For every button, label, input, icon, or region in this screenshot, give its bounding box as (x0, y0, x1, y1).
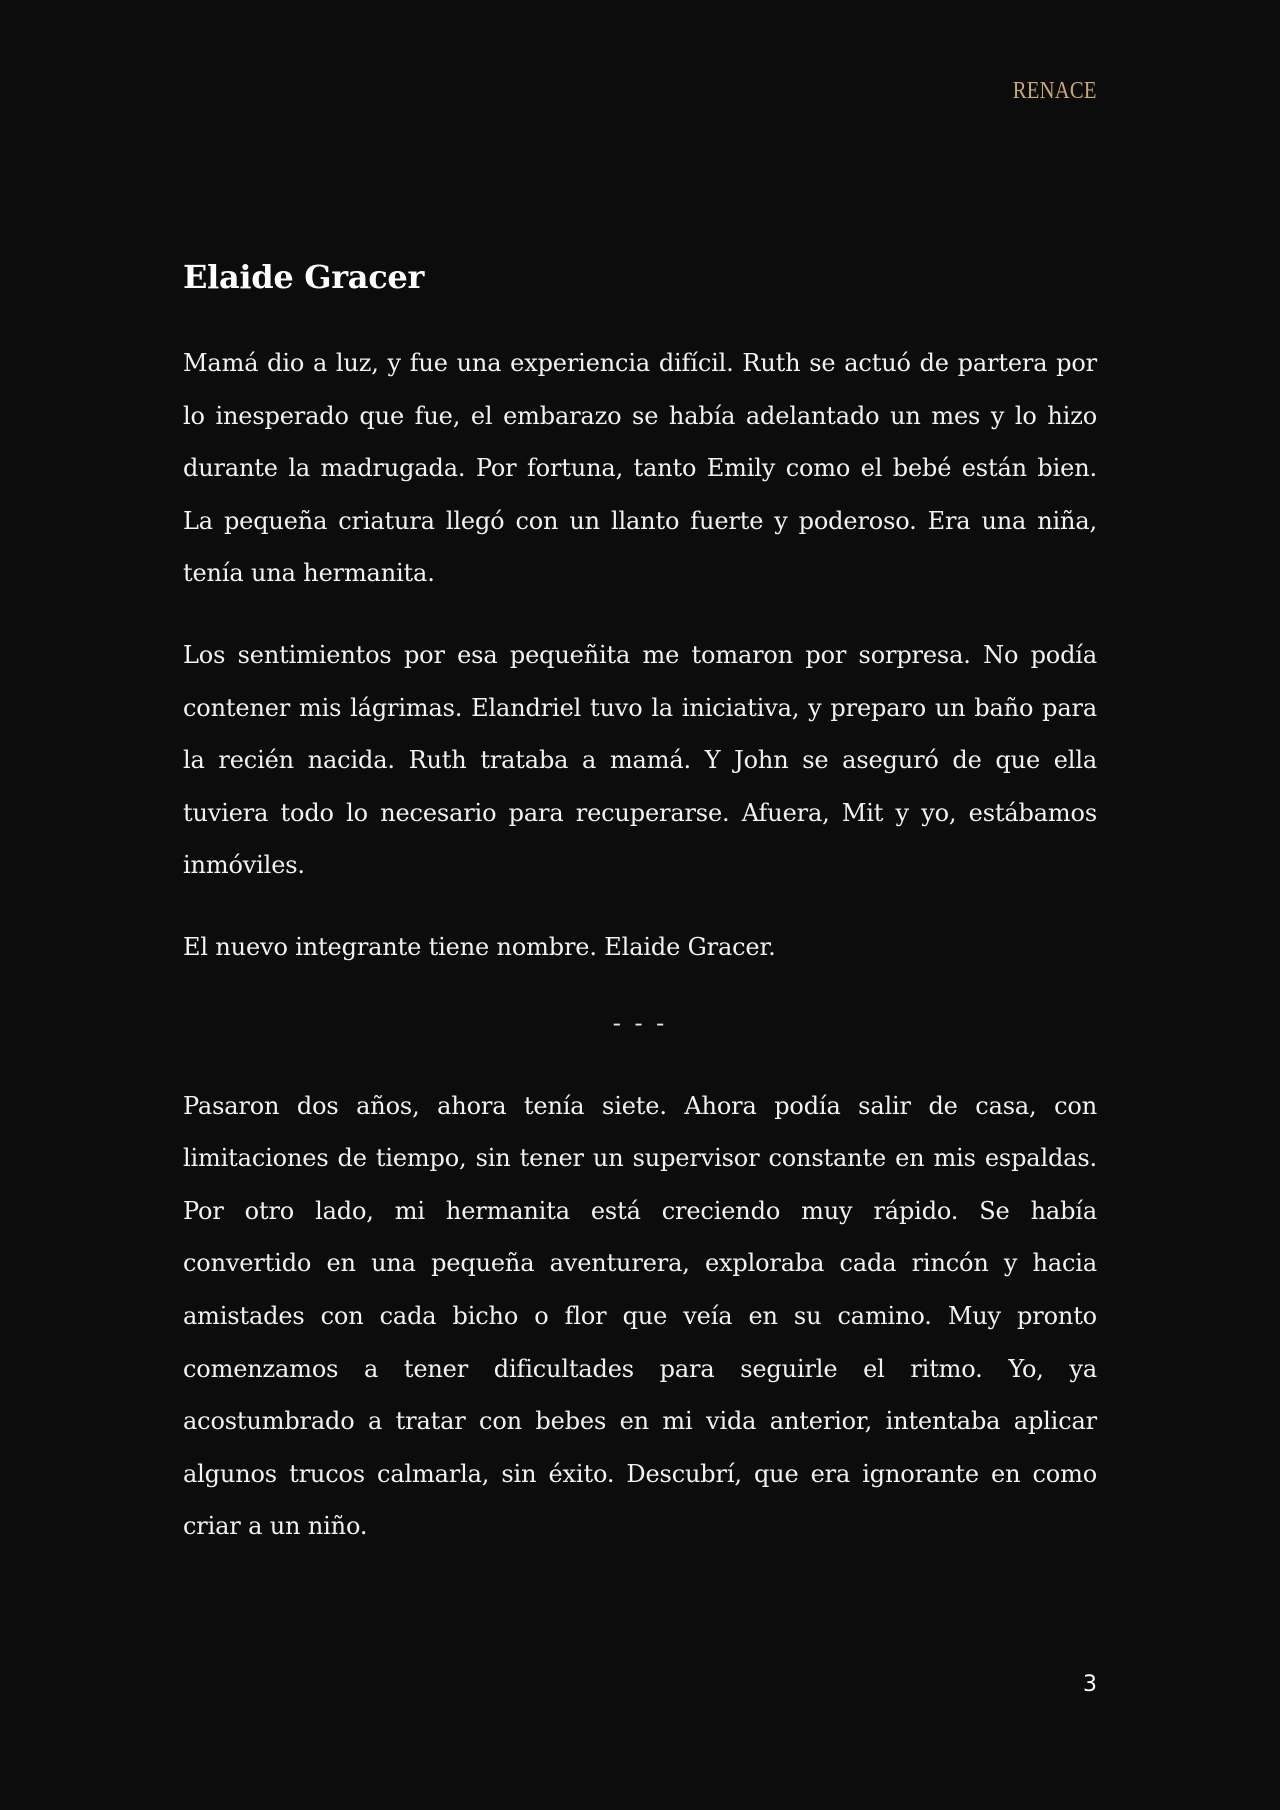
paragraph: Mamá dio a luz, y fue una experiencia difícil. Ruth se actuó de partera por lo inesperado que fue, el embarazo se había adelantado un mes y lo hizo durante la madrugada. Por fortuna, tanto Emily como el bebé están bien. La pequeña criatura llegó con un llanto fuerte y poderoso. Era una niña, tenía una hermanita. (183, 349, 1097, 588)
scene-separator: - - - (612, 1008, 668, 1037)
chapter-title: Elaide Gracer (183, 258, 425, 296)
paragraph: Pasaron dos años, ahora tenía siete. Ahora podía salir de casa, con limitaciones de tiempo, sin tener un supervisor constante en mis espaldas. Por otro lado, mi hermanita está creciendo muy rápido. Se había convertido en una pequeña aventurera, exploraba cada rincón y hacia amistades con cada bicho o flor que veía en su camino. Muy pronto comenzamos a tener dificultades para seguirle el ritmo. Yo, ya acostumbrado a tratar con bebes en mi vida anterior, intentaba aplicar algunos trucos calmarla, sin éxito. Descubrí, que era ignorante en como criar a un niño. (183, 1091, 1097, 1541)
page-number: 3 (1083, 1672, 1097, 1697)
paragraph: El nuevo integrante tiene nombre. Elaide Gracer. (183, 932, 776, 961)
page-content (183, 255, 1097, 1582)
paragraph: Los sentimientos por esa pequeñita me tomaron por sorpresa. No podía contener mis lágrimas. Elandriel tuvo la iniciativa, y preparo un baño para la recién nacida. Ruth trataba a mamá. Y John se aseguró de que ella tuviera todo lo necesario para recuperarse. Afuera, Mit y yo, estábamos inmóviles. (183, 640, 1097, 880)
running-header: RENACE (1012, 78, 1097, 104)
